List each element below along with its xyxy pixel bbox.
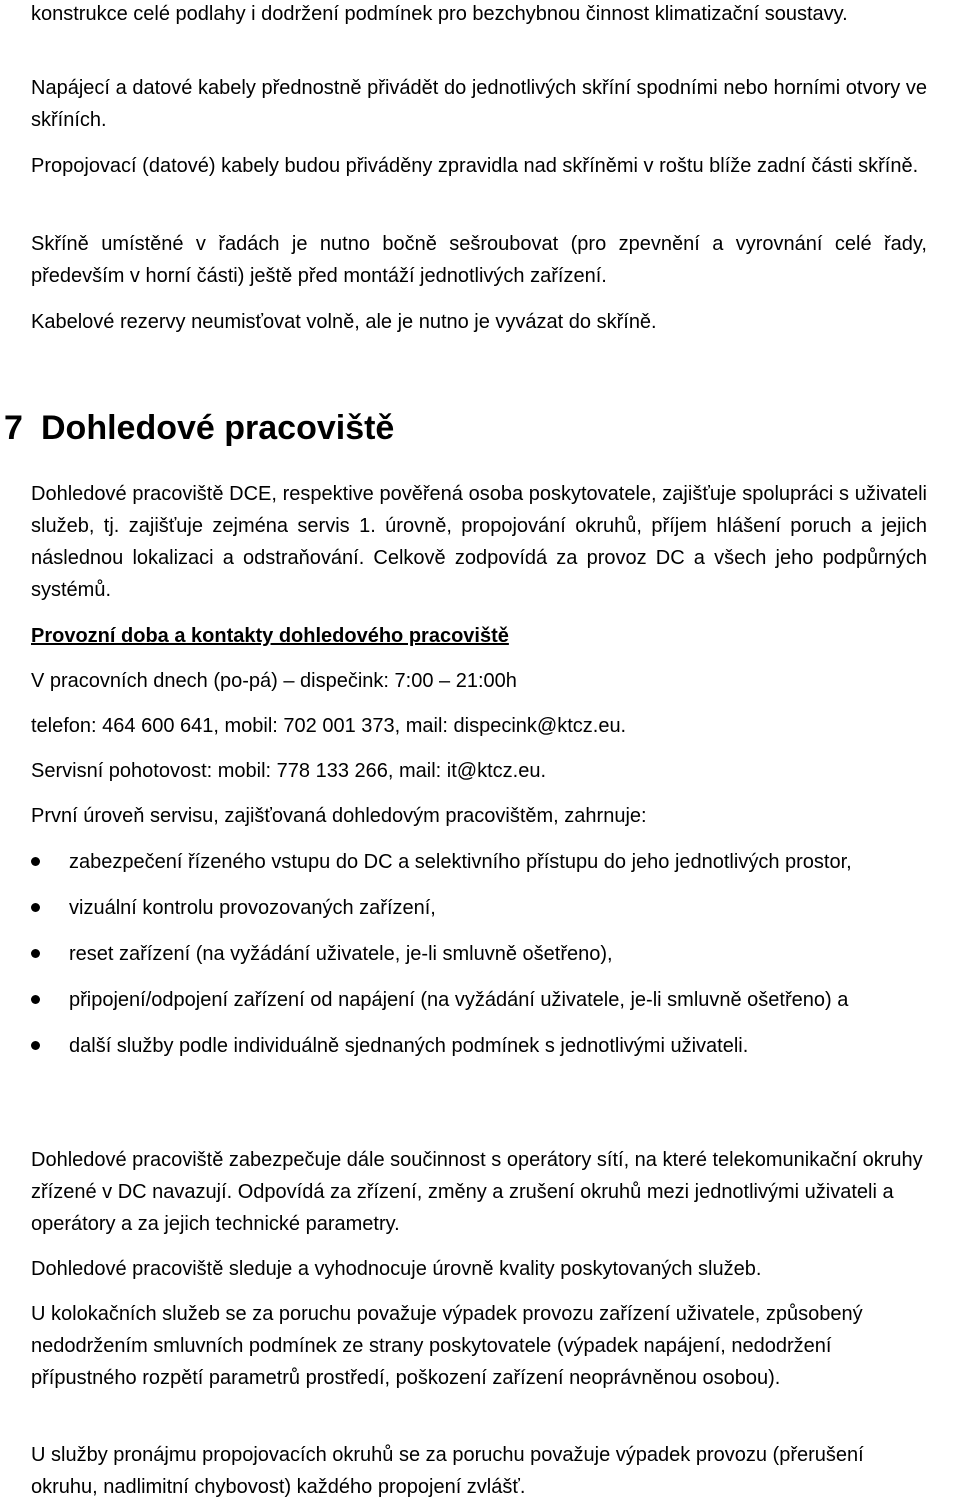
bullet-icon xyxy=(31,857,40,866)
bullet-icon xyxy=(31,903,40,912)
intro-paragraph-1: konstrukce celé podlahy i dodržení podmínek pro bezchybnou činnost klimatizační soustavy. xyxy=(31,3,848,25)
section-heading xyxy=(4,408,394,448)
quality-paragraph: Dohledové pracoviště sleduje a vyhodnocuje úrovně kvality poskytovaných služeb. xyxy=(31,1258,762,1280)
operating-hours: V pracovních dnech (po-pá) – dispečink: 7:00 – 21:00h xyxy=(31,670,517,692)
intro-paragraph-5: Kabelové rezervy neumisťovat volně, ale je nutno je vyvázat do skříně. xyxy=(31,311,657,333)
section-title: Dohledové pracoviště xyxy=(41,409,395,447)
intro-paragraph-4: Skříně umístěné v řadách je nutno bočně sešroubovat (pro zpevnění a vyrovnání celé řady, především v horní části) ještě před montáží jednotlivých zařízení. xyxy=(31,233,927,287)
section-number: 7 xyxy=(4,409,23,447)
service-contact: Servisní pohotovost: mobil: 778 133 266, mail: it@ktcz.eu. xyxy=(31,760,547,782)
list-item: vizuální kontrolu provozovaných zařízení, xyxy=(31,892,927,924)
contacts-subheading: Provozní doba a kontakty dohledového pracoviště xyxy=(31,625,509,647)
bullet-icon xyxy=(31,949,40,958)
bullet-icon xyxy=(31,1041,40,1050)
bullet-icon xyxy=(31,995,40,1004)
list-item: další služby podle individuálně sjednaných podmínek s jednotlivými uživateli. xyxy=(31,1030,927,1062)
intro-paragraph-2: Napájecí a datové kabely přednostně přivádět do jednotlivých skříní spodními nebo horními otvory ve skříních. xyxy=(31,77,927,131)
phone-contact: telefon: 464 600 641, mobil: 702 001 373, mail: dispecink@ktcz.eu. xyxy=(31,715,627,737)
service-list xyxy=(31,846,927,1076)
list-item: připojení/odpojení zařízení od napájení (na vyžádání uživatele, je-li smluvně ošetřeno) a xyxy=(31,984,927,1016)
intro-paragraph-3: Propojovací (datové) kabely budou přiváděny zpravidla nad skříněmi v roštu blíže zadní části skříně. xyxy=(31,155,919,177)
operators-paragraph: Dohledové pracoviště zabezpečuje dále součinnost s operátory sítí, na které telekomunikační okruhy zřízené v DC navazují. Odpovídá za zřízení, změny a zrušení okruhů mezi jednotlivými uživateli a operátory a za jejich technické parametry. xyxy=(31,1149,923,1235)
colocation-paragraph: U kolokačních služeb se za poruchu považuje výpadek provozu zařízení uživatele, způsobený nedodržením smluvních podmínek ze strany poskytovatele (výpadek napájení, nedodržení přípustného rozpětí parametrů prostředí, poškození zařízení neoprávněnou osobou). xyxy=(31,1303,863,1389)
section-intro-paragraph: Dohledové pracoviště DCE, respektive pověřená osoba poskytovatele, zajišťuje spolupráci s uživateli služeb, tj. zajišťuje zejména servis 1. úrovně, propojování okruhů, příjem hlášení poruch a jejich následnou lokalizaci a odstraňování. Celkově zodpovídá za provoz DC a všech jeho podpůrných systémů. xyxy=(31,483,927,601)
list-item: zabezpečení řízeného vstupu do DC a selektivního přístupu do jeho jednotlivých prostor, xyxy=(31,846,927,878)
list-intro: První úroveň servisu, zajišťovaná dohledovým pracovištěm, zahrnuje: xyxy=(31,805,647,827)
lease-paragraph: U služby pronájmu propojovacích okruhů se za poruchu považuje výpadek provozu (přerušení okruhu, nadlimitní chybovost) každého propojení zvlášť. xyxy=(31,1444,864,1498)
list-item: reset zařízení (na vyžádání uživatele, je-li smluvně ošetřeno), xyxy=(31,938,927,970)
